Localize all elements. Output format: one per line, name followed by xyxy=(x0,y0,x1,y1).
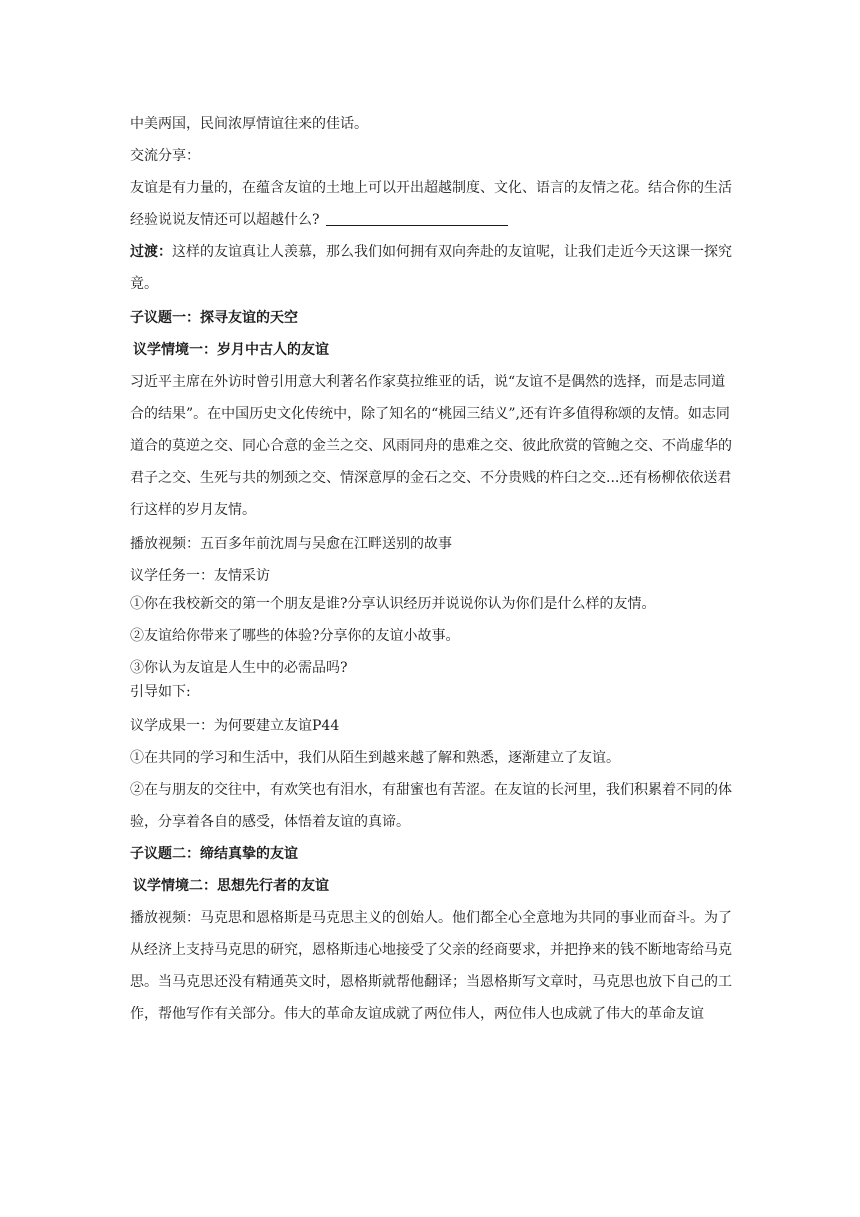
answer-blank-line xyxy=(326,211,508,226)
transition-paragraph xyxy=(130,236,735,300)
exchange-share-question-text: 友谊是有力量的，在蕴含友谊的土地上可以开出超越制度、文化、语言的友情之花。结合你的生活经验说说友情还可以超越什么? xyxy=(130,180,732,228)
result-one-title: 议学成果一：为何要建立友谊P44 xyxy=(130,718,340,734)
exchange-share-label: 交流分享： xyxy=(130,148,200,164)
task-one-question-1: ①你在我校新交的第一个朋友是谁?分享认识经历并说说你认为你们是什么样的友情。 xyxy=(130,596,656,612)
task-one-title: 议学任务一：友情采访 xyxy=(130,568,270,584)
transition-label: 过渡： xyxy=(130,244,172,260)
guide-label: 引导如下: xyxy=(130,684,191,700)
scene-two-title: 议学情境二：思想先行者的友谊 xyxy=(133,878,329,894)
video-two-paragraph: 播放视频：马克思和恩格斯是马克思主义的创始人。他们都全心全意地为共同的事业而奋斗。为了从经济上支持马克思的研究，恩格斯违心地接受了父亲的经商要求，并把挣来的钱不断地寄给马克思。当马克思还没有精通英文时，恩格斯就帮他翻译；当恩格斯写文章时，马克思也放下自己的工作，帮他写作有关部分。伟大的革命友谊成就了两位伟人，两位伟人也成就了伟大的革命友谊 xyxy=(130,910,732,1022)
task-one-question-3: ③你认为友谊是人生中的必需品吗? xyxy=(130,660,348,676)
scene-one-title: 议学情境一：岁月中古人的友谊 xyxy=(133,342,329,358)
document-page xyxy=(130,108,735,1030)
exchange-share-question xyxy=(130,172,735,236)
result-one-point-2: ②在与朋友的交往中，有欢笑也有泪水，有甜蜜也有苦涩。在友谊的长河里，我们积累着不同的体验，分享着各自的感受，体悟着友谊的真谛。 xyxy=(130,782,732,830)
subtopic-two-title: 子议题二：缔结真挚的友谊 xyxy=(130,846,298,862)
result-one-point-1: ①在共同的学习和生活中，我们从陌生到越来越了解和熟悉，逐渐建立了友谊。 xyxy=(130,750,620,766)
task-one-question-2: ②友谊给你带来了哪些的体验?分享你的友谊小故事。 xyxy=(130,628,460,644)
transition-text: 这样的友谊真让人羡慕，那么我们如何拥有双向奔赴的友谊呢，让我们走近今天这课一探究竟。 xyxy=(130,244,732,292)
scene-one-paragraph: 习近平主席在外访时曾引用意大利著名作家莫拉维亚的话，说“友谊不是偶然的选择，而是志同道合的结果”。在中国历史文化传统中，除了知名的“桃园三结义”,还有许多值得称颂的友情。如志同道合的莫逆之交、同心合意的金兰之交、风雨同舟的患难之交、彼此欣赏的管鲍之交、不尚虚华的君子之交、生死与共的刎颈之交、情深意厚的金石之交、不分贵贱的杵臼之交...还有杨柳依依送君行这样的岁月友情。 xyxy=(130,374,732,518)
subtopic-one-title: 子议题一：探寻友谊的天空 xyxy=(130,310,298,326)
video-one-line: 播放视频：五百多年前沈周与吴愈在江畔送别的故事 xyxy=(130,536,452,552)
paragraph-intro-ending: 中美两国，民间浓厚情谊往来的佳话。 xyxy=(130,116,368,132)
